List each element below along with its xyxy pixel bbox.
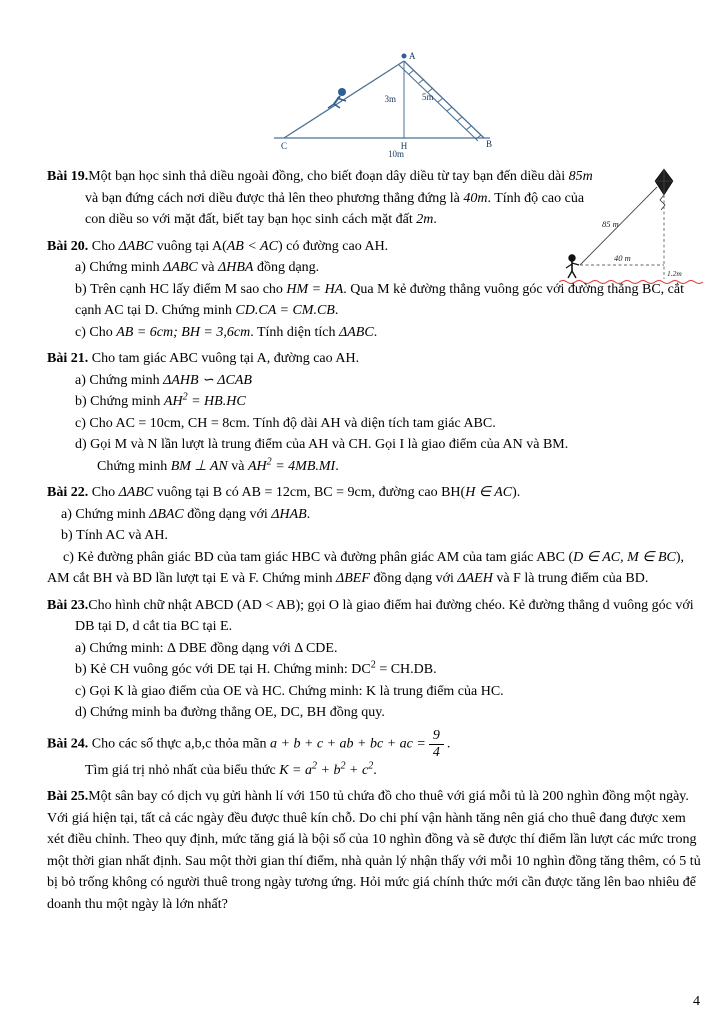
item-marker: b) <box>75 662 91 677</box>
text-run: ΔAEH <box>457 571 493 586</box>
bai-20-item-c <box>47 322 704 344</box>
text-run: . <box>335 458 339 474</box>
bai-20 <box>47 236 704 344</box>
slide-figure <box>262 50 494 162</box>
text-run: Cho hình chữ nhật ABCD (AD < AB); gọi O là giao điểm hai đường chéo. Kẻ đường thẳng d vuông góc với DB tại D, d cắt tia BC tại E. <box>75 597 694 634</box>
slide-label-foot: H <box>400 141 408 151</box>
text-run: 2 <box>340 759 346 771</box>
text-run: 2 <box>370 659 376 671</box>
text-run: ΔABC <box>118 238 154 254</box>
bai-23-item-c <box>47 681 704 703</box>
slide-figure-svg <box>262 50 494 162</box>
item-marker: a) <box>61 506 76 522</box>
bai-22-intro <box>47 482 704 504</box>
text-run: AH <box>247 458 267 474</box>
item-marker: a) <box>75 372 90 388</box>
bai-21-item-d <box>47 434 704 477</box>
text-run: Chứng minh <box>89 260 164 275</box>
text-run: Cho <box>89 324 117 340</box>
kite-label-horizontal: 40 m <box>614 253 631 263</box>
bai-23-item-b <box>47 659 704 681</box>
page-number: 4 <box>693 994 700 1009</box>
text-run: Một bạn học sinh thả diều ngoài đồng, cho biết đoạn dây diều từ tay bạn đến diều dài <box>88 169 569 184</box>
problem-label: Bài 25. <box>47 789 89 804</box>
text-run: 2 <box>368 759 374 771</box>
text-run: 2 <box>266 455 272 467</box>
text-run: vuông tại A( <box>153 238 227 254</box>
text-run: BM ⊥ AN <box>170 458 228 474</box>
slide-label-base: 10m <box>387 149 405 159</box>
item-marker: c) <box>75 683 90 699</box>
bai-24-continuation <box>47 760 704 782</box>
text-run: ). <box>512 485 521 500</box>
bai-21-intro <box>47 348 704 370</box>
text-run: D ∈ AC, M ∈ BC <box>573 549 676 565</box>
fraction: $\frac{9}{4}$ <box>429 729 444 760</box>
text-run: K = a <box>279 762 312 778</box>
ladder-icon <box>399 65 481 141</box>
text-run: 40m <box>463 190 488 206</box>
bai-23-intro <box>47 595 704 638</box>
text-run: Gọi M và N lần lượt là trung điểm của AH và CH. Gọi I là giao điểm của AN và BM. <box>90 437 569 452</box>
bai-21-item-a <box>47 370 704 392</box>
item-marker: c) <box>63 549 78 565</box>
text-run: đồng dạng. <box>253 260 320 275</box>
text-run: 2 <box>182 391 188 403</box>
bai-25 <box>47 786 704 915</box>
text-run: đồng dạng với <box>183 506 272 522</box>
text-run: Chứng minh <box>97 458 171 474</box>
bai-22-item-b <box>47 525 704 547</box>
text-run: Cho <box>88 238 119 254</box>
text-run: Cho <box>88 485 119 500</box>
item-marker: c) <box>75 415 90 431</box>
bai-19 <box>47 166 704 231</box>
text-run: 2 <box>312 759 318 771</box>
bai-21-item-b <box>47 391 704 413</box>
text-run: Một sân bay có dịch vụ gửi hành lí với 150 tủ chứa đồ cho thuê với giá mỗi tủ là 200 nghìn đồng một ngày. Với giá hiện tại, tất cả các ngày đều được thuê kín chỗ. Do chi phí vận hành tăng nên giá cho thuê đang được xem xét điều chỉnh. Theo quy định, mức tăng giá là bội số của 10 nghìn đồng và sẽ được thí điểm lần lượt các mức trong một thời gian nhất định. Sau một thời gian thí điểm, nhà quản lý nhận thấy với mỗi 10 nghìn đồng tăng thêm, có 5 tủ bị bỏ trống không có người thuê trong ngày tương ứng. Hỏi mức giá chính thức mới cần được tăng lên bao nhiêu để doanh thu một ngày là lớn nhất? <box>47 789 701 912</box>
apex-marker-icon <box>402 54 407 59</box>
kite-label-hand-height: 1.2m <box>667 269 682 278</box>
bai-20-item-a <box>47 257 704 279</box>
text-run: AB < AC <box>226 238 278 254</box>
slide-triangle <box>274 61 490 138</box>
text-run: CD.CA = CM.CB <box>235 303 335 318</box>
text-run: và <box>227 458 248 474</box>
problem-label: Bài 23. <box>47 597 89 613</box>
text-run: 85m <box>568 169 593 184</box>
text-run: Chứng minh: Δ DBE đồng dạng với Δ CDE. <box>89 640 338 656</box>
text-run: HM = HA <box>286 281 344 297</box>
item-marker: b) <box>75 281 91 297</box>
text-run: Trên cạnh HC lấy điểm M sao cho <box>90 281 287 297</box>
bai-22-item-c <box>47 547 704 590</box>
text-run: ), AM cắt BH và BD lần lượt tại E và F. Chứng minh <box>47 549 685 586</box>
text-run: = CH.DB. <box>375 662 437 677</box>
bai-23-item-d <box>47 702 704 724</box>
problem-label: Bài 22. <box>47 485 89 500</box>
text-run: ) có đường cao AH. <box>277 238 389 254</box>
text-run: ΔABC <box>118 485 154 500</box>
text-run: + c <box>345 762 369 778</box>
text-run: . Qua M kẻ đường thẳng vuông góc với đường thẳng BC, cắt cạnh AC tại D. Chứng minh <box>75 281 684 318</box>
text-run: Chứng minh <box>90 394 164 409</box>
text-run: = HB.HC <box>187 394 246 409</box>
slide-label-left: C <box>280 141 288 151</box>
text-run: = 4MB.MI <box>271 458 336 474</box>
text-run: . <box>373 762 377 778</box>
bai-23 <box>47 595 704 724</box>
bai-25-intro <box>47 786 704 915</box>
item-marker: d) <box>75 437 91 452</box>
problem-label: Bài 24. <box>47 736 89 752</box>
text-run: . Tính độ cao của con diều so với mặt đất, biết tay bạn học sinh cách mặt đất <box>85 190 585 227</box>
problem-label: Bài 20. <box>47 238 89 254</box>
bai-20-intro <box>47 236 704 258</box>
text-run: . <box>306 506 311 522</box>
item-marker: b) <box>61 528 77 543</box>
item-marker: c) <box>75 324 90 340</box>
text-run: và bạn đứng cách nơi diều được thả lên theo phương thẳng đứng là <box>85 190 464 206</box>
bai-22 <box>47 482 704 590</box>
item-marker: a) <box>75 260 90 275</box>
bai-19-intro <box>47 166 593 231</box>
text-run: ΔABC <box>163 260 198 275</box>
bai-24-intro <box>47 729 704 760</box>
slide-label-height: 3m <box>384 94 396 104</box>
bai-22-item-a <box>47 504 704 526</box>
bai-24 <box>47 729 704 782</box>
child-figure-icon <box>328 88 346 108</box>
text-run: . <box>446 736 451 752</box>
text-run: Chứng minh ba đường thẳng OE, DC, BH đồng quy. <box>90 705 385 720</box>
text-run: và <box>197 260 218 275</box>
problem-label: Bài 19. <box>47 169 89 184</box>
text-run: 2m <box>416 212 434 227</box>
slide-label-right: B <box>485 139 493 149</box>
text-run: Tính AC và AH. <box>76 528 168 543</box>
text-run: AB = 6cm; BH = 3,6cm <box>116 324 251 340</box>
bai-21-item-c <box>47 413 704 435</box>
text-run: . <box>433 212 437 227</box>
text-run: AH <box>163 394 183 409</box>
text-run: Chứng minh <box>75 506 150 522</box>
text-run: ΔHBA <box>218 260 254 275</box>
slide-label-apex: A <box>409 51 416 61</box>
text-run: H ∈ AC <box>465 485 513 500</box>
text-run: ΔAHB ∽ ΔCAB <box>163 372 252 388</box>
text-run: ΔHAB <box>271 506 307 522</box>
item-marker: b) <box>75 394 91 409</box>
bai-21 <box>47 348 704 477</box>
text-run: ΔBEF <box>336 571 370 586</box>
kite-label-string: 85 m <box>602 219 619 229</box>
bai-20-item-b <box>47 279 704 322</box>
text-run: Tìm giá trị nhỏ nhất của biểu thức <box>85 762 280 778</box>
item-marker: a) <box>75 640 90 656</box>
text-run: . Tính diện tích <box>250 324 340 340</box>
text-run: Cho tam giác ABC vuông tại A, đường cao AH. <box>88 351 360 366</box>
text-run: Kẻ đường phân giác BD của tam giác HBC và đường phân giác AM của tam giác ABC ( <box>77 549 574 565</box>
text-run: . <box>373 324 378 340</box>
text-run: Chứng minh <box>89 372 164 388</box>
bai-23-item-a <box>47 638 704 660</box>
text-run: và F là trung điểm của BD. <box>492 571 649 586</box>
text-run: Cho AC = 10cm, CH = 8cm. Tính độ dài AH và diện tích tam giác ABC. <box>89 415 496 431</box>
text-run: ΔABC <box>339 324 374 340</box>
slide-label-slant: 5m <box>422 92 434 102</box>
text-run: . <box>334 303 339 318</box>
text-run: Cho các số thực a,b,c thỏa mãn <box>88 736 270 752</box>
text-run: Gọi K là giao điểm của OE và HC. Chứng minh: K là trung điểm của HC. <box>89 683 504 699</box>
text-run: vuông tại B có AB = 12cm, BC = 9cm, đường cao BH( <box>153 485 466 500</box>
text-run: a + b + c + ab + bc + ac = <box>270 736 426 752</box>
text-run: đồng dạng với <box>369 571 458 586</box>
document-body <box>47 166 704 920</box>
text-run: + b <box>317 762 341 778</box>
text-run: ΔBAC <box>149 506 184 522</box>
item-marker: d) <box>75 705 91 720</box>
text-run: Kẻ CH vuông góc với DE tại H. Chứng minh: DC <box>90 662 371 677</box>
problem-label: Bài 21. <box>47 351 89 366</box>
